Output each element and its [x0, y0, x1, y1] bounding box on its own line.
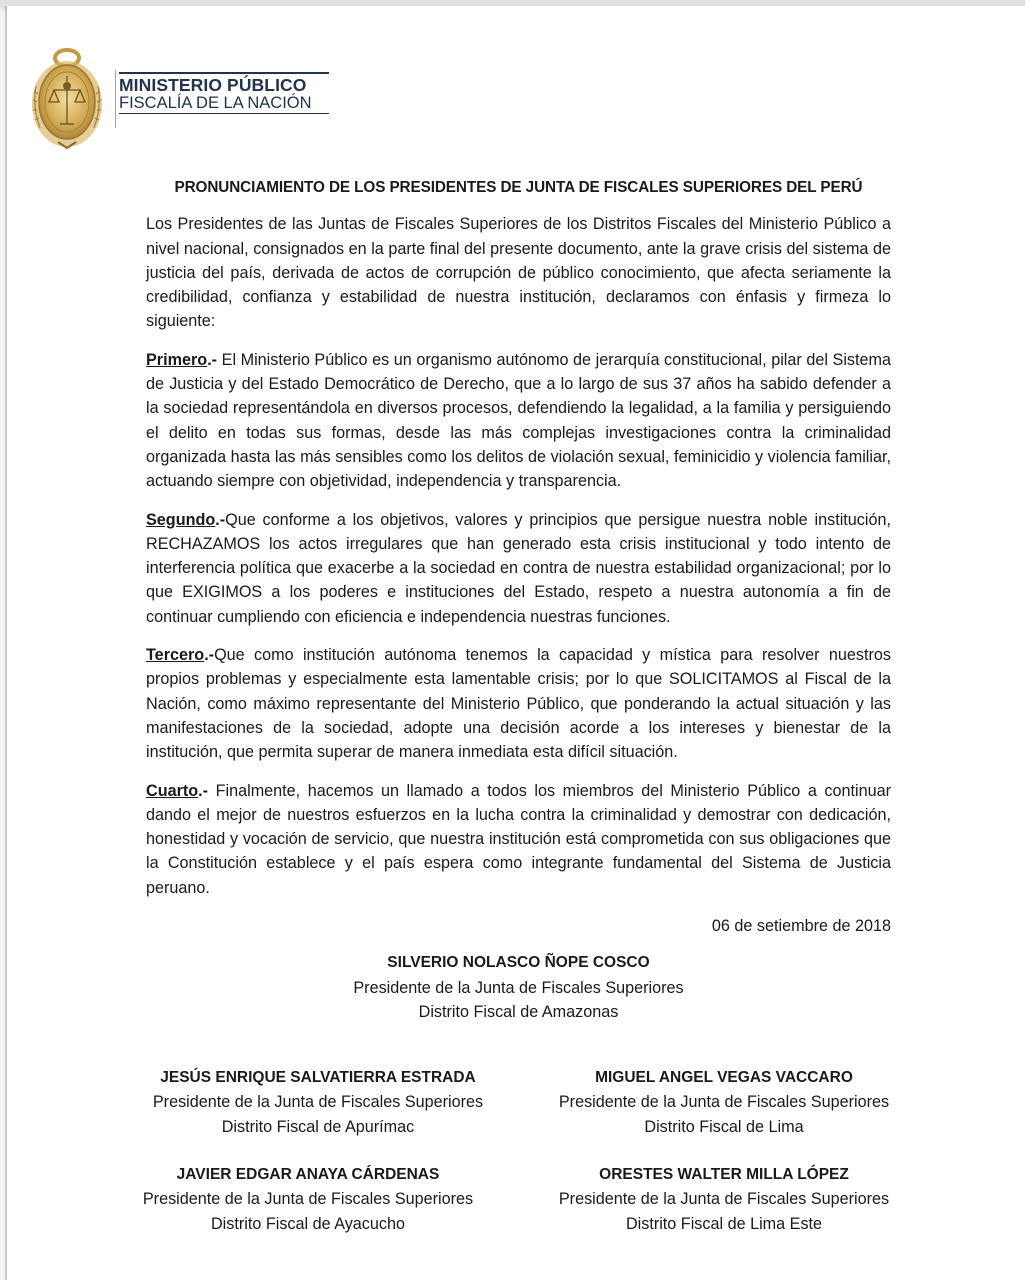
section-separator: .- — [198, 781, 209, 800]
signature-block — [133, 1163, 483, 1236]
viewer-left-edge — [0, 0, 7, 1280]
section-cuarto — [146, 779, 891, 900]
signatory-district: Distrito Fiscal de Lima — [644, 1117, 804, 1136]
section-segundo — [146, 508, 891, 629]
signatory-district: Distrito Fiscal de Lima Este — [625, 1214, 823, 1233]
signatory-role: Presidente de la Junta de Fiscales Superiores — [558, 1093, 890, 1112]
institution-logo — [30, 46, 340, 156]
signatory-role: Presidente de la Junta de Fiscales Superiores — [558, 1190, 890, 1209]
intro-paragraph: Los Presidentes de las Juntas de Fiscales Superiores de los Distritos Fiscales del Ministerio Público a nivel nacional, consignados en la parte final del presente documento, ante la grave crisis del sistema de justicia del país, derivada de actos de corrupción de público conocimiento, que afecta seriamente la credibilidad, confianza y estabilidad de nuestra institución, declaramos con énfasis y firmeza lo siguiente: — [146, 215, 891, 331]
section-text: Que como institución autónoma tenemos la capacidad y mística para resolver nuestros propios problemas y especialmente esta lamentable crisis; por lo que SOLICITAMOS al Fiscal de la Nación, como máximo representante del Ministerio Público, que ponderando la actual situación y las manifestaciones de la sociedad, adopte una decisión acorde a los intereses y bienestar de la institución, que permita superar de manera inmediata esta difícil situación. — [146, 646, 891, 762]
section-tercero — [146, 643, 891, 764]
org-name: MINISTERIO PÚBLICO — [119, 75, 307, 95]
signatory-district: Distrito Fiscal de Apurímac — [221, 1117, 415, 1136]
section-label: Primero — [146, 350, 208, 369]
signature-block-primary — [146, 951, 891, 1024]
logo-divider — [115, 70, 116, 128]
signatory-name: JESÚS ENRIQUE SALVATIERRA ESTRADA — [160, 1069, 476, 1086]
signatory-district: Distrito Fiscal de Ayacucho — [210, 1214, 406, 1233]
section-separator: .- — [207, 350, 218, 369]
section-primero — [146, 348, 891, 494]
signatory-role: Presidente de la Junta de Fiscales Superiores — [142, 1190, 474, 1209]
signature-block — [549, 1163, 899, 1236]
section-separator: .- — [215, 510, 226, 529]
section-label: Cuarto — [146, 781, 199, 800]
logo-top-rule — [119, 72, 329, 74]
section-label: Segundo — [146, 510, 216, 529]
document-title: PRONUNCIAMIENTO DE LOS PRESIDENTES DE JUNTA DE FISCALES SUPERIORES DEL PERÚ — [174, 179, 863, 196]
logo-wordmark — [119, 72, 329, 114]
section-text: Finalmente, hacemos un llamado a todos los miembros del Ministerio Público a continuar dando el mejor de nuestros esfuerzos en la lucha contra la criminalidad y demostrar con dedicación, honestidad y vocación de servicio, que nuestra institución está comprometida con sus obligaciones que la Constitución establece y el país espera como integrante fundamental del Sistema de Justicia peruano. — [146, 781, 891, 897]
section-text: Que conforme a los objetivos, valores y principios que persigue nuestra noble institución, RECHAZAMOS los actos irregulares que han generado esta crisis institucional y todo intento de interferencia política que exacerbe a la sociedad en contra de nuestra estabilidad organizacional; por lo que EXIGIMOS a los poderes e instituciones del Estado, respeto a nuestra autonomía a fin de continuar cumpliendo con eficiencia e independencia nuestras funciones. — [146, 510, 891, 626]
signatory-name: ORESTES WALTER MILLA LÓPEZ — [599, 1166, 849, 1183]
document-date: 06 de setiembre de 2018 — [711, 917, 891, 936]
org-subtitle: FISCALÍA DE LA NACIÓN — [119, 94, 312, 112]
logo-bottom-rule — [119, 113, 329, 114]
gold-medallion-emblem-icon — [30, 46, 104, 156]
section-label: Tercero — [146, 646, 205, 665]
signature-block — [549, 1066, 899, 1139]
section-text: El Ministerio Público es un organismo autónomo de jerarquía constitucional, pilar del Sistema de Justicia y del Estado Democrático de Derecho, que a lo largo de sus 37 años ha sabido defender a la sociedad representándola en diversos procesos, defendiendo la legalidad, a la familia y persiguiendo el delito en todas sus formas, desde las más complejas investigaciones contra la criminalidad organizada hasta las más sensibles como los delitos de violación sexual, feminicidio y violencia familiar, actuando siempre con objetividad, independencia y transparencia. — [146, 350, 891, 491]
signatory-name: SILVERIO NOLASCO ÑOPE COSCO — [387, 954, 650, 972]
signatory-name: JAVIER EDGAR ANAYA CÁRDENAS — [176, 1166, 440, 1183]
signature-block — [143, 1066, 493, 1139]
signatory-district: Distrito Fiscal de Amazonas — [418, 1002, 619, 1021]
signatory-role: Presidente de la Junta de Fiscales Superiores — [353, 978, 684, 997]
signatory-name: MIGUEL ANGEL VEGAS VACCARO — [595, 1069, 853, 1086]
signatory-role: Presidente de la Junta de Fiscales Superiores — [152, 1093, 484, 1112]
section-separator: .- — [204, 646, 215, 665]
document-body — [146, 176, 891, 1024]
